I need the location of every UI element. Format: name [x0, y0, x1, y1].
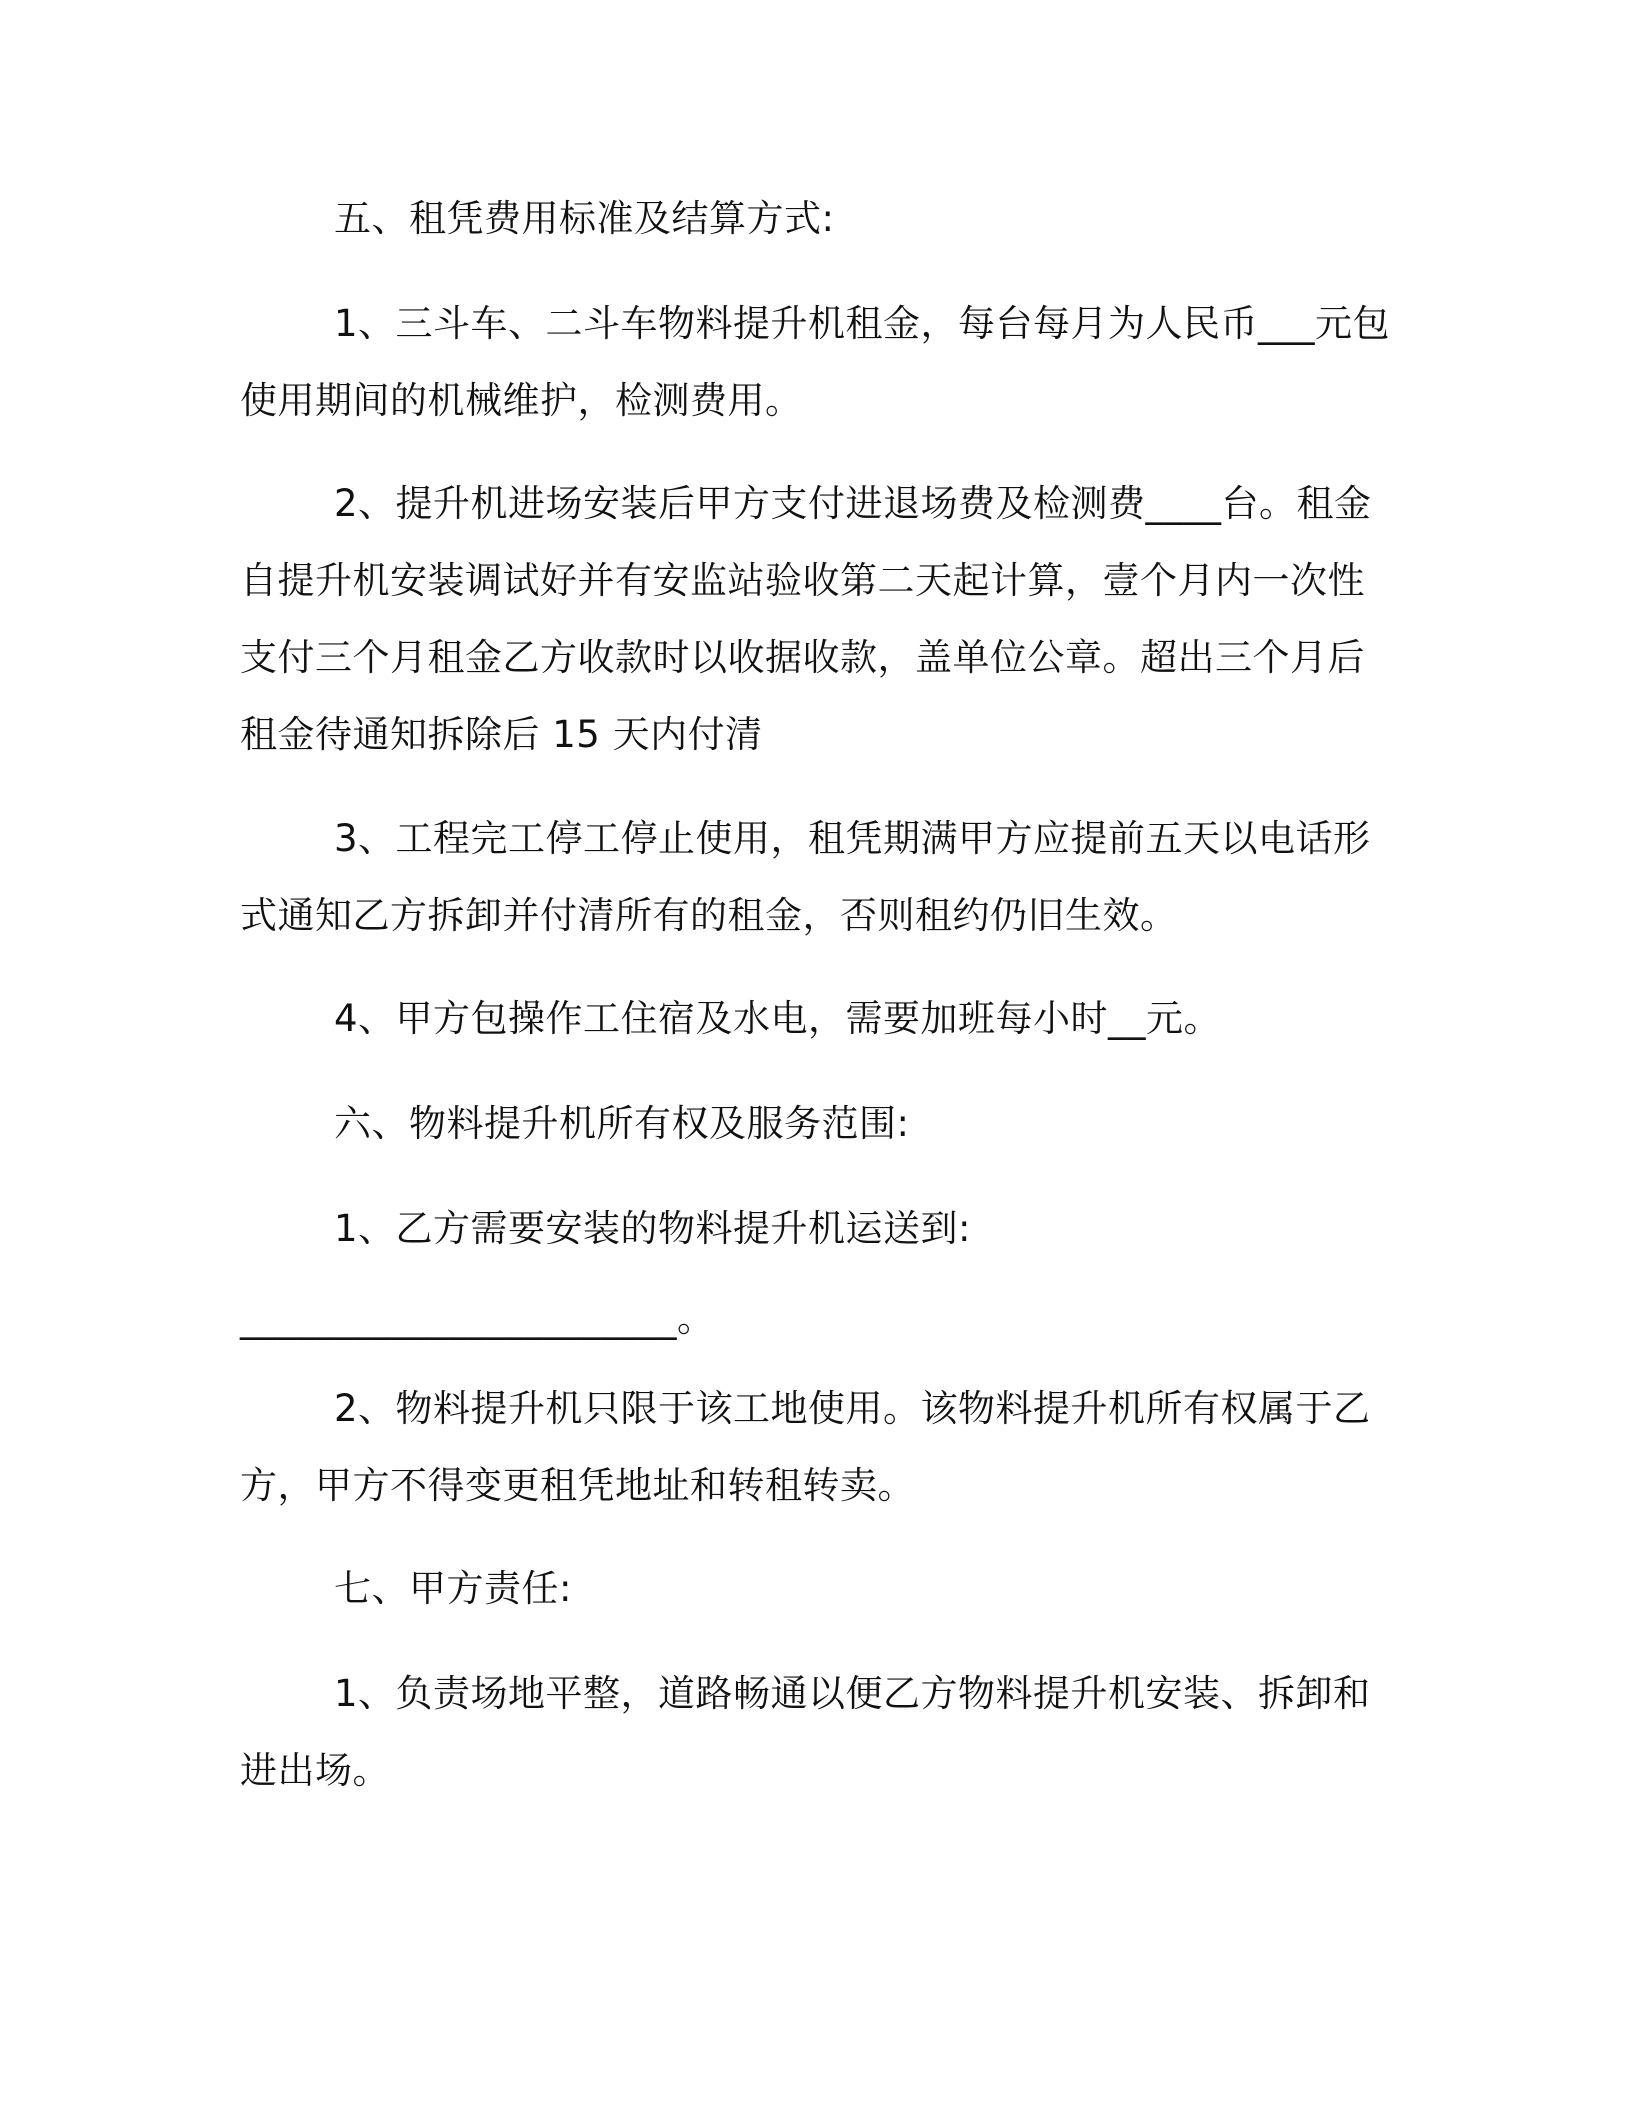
paragraph-5-3: 3、工程完工停工停止使用，租凭期满甲方应提前五天以电话形式通知乙方拆卸并付清所有的租金，否则租约仍旧生效。 — [240, 817, 1371, 937]
paragraph-6-2: 2、物料提升机只限于该工地使用。该物料提升机所有权属于乙方，甲方不得变更租凭地址和转租转卖。 — [240, 1387, 1371, 1507]
paragraph-5-4: 4、甲方包操作工住宿及水电，需要加班每小时__元。 — [334, 997, 1222, 1040]
paragraph-6-1: 1、乙方需要安装的物料提升机运送到: — [334, 1207, 972, 1250]
paragraph-7-1: 1、负责场地平整，道路畅通以便乙方物料提升机安装、拆卸和进出场。 — [240, 1672, 1371, 1792]
section-heading-7: 七、甲方责任: — [334, 1567, 572, 1610]
section-heading-5: 五、租凭费用标准及结算方式: — [334, 197, 835, 240]
section-heading-6: 六、物料提升机所有权及服务范围: — [334, 1102, 910, 1145]
paragraph-5-1: 1、三斗车、二斗车物料提升机租金，每台每月为人民币___元包使用期间的机械维护，检测费用。 — [240, 302, 1391, 422]
blank-address-line: _______________________。 — [240, 1297, 715, 1340]
paragraph-5-2: 2、提升机进场安装后甲方支付进退场费及检测费____台。租金自提升机安装调试好并有安监站验收第二天起计算，壹个月内一次性支付三个月租金乙方收款时以收据收款，盖单位公章。超出三个月后租金待通知拆除后 15 天内付清 — [240, 482, 1372, 756]
